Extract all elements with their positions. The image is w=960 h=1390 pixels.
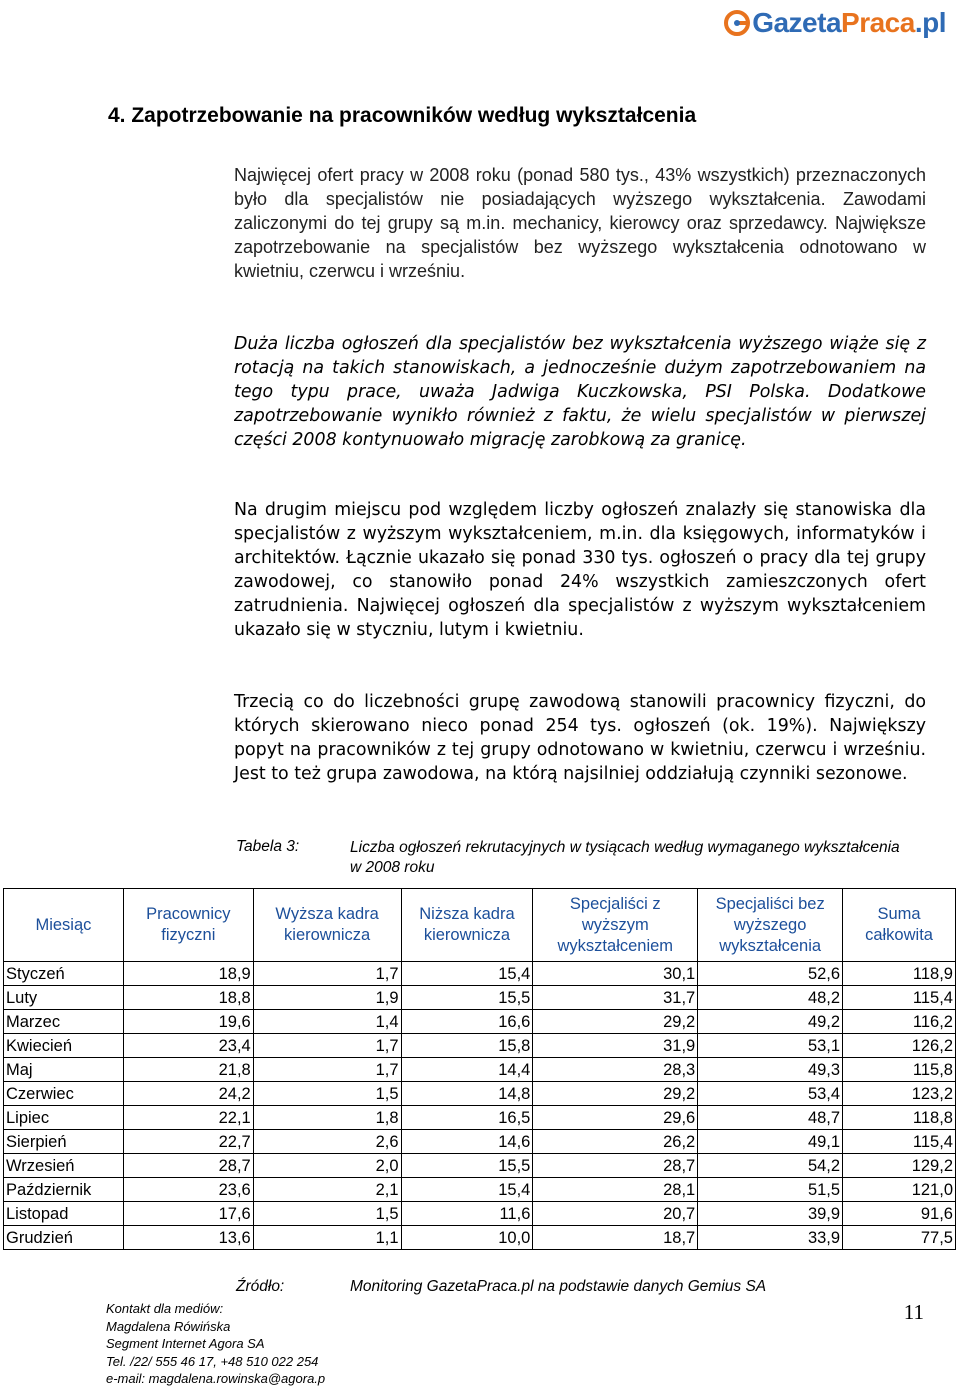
- month-cell: Marzec: [4, 1010, 124, 1034]
- paragraph-1: Najwięcej ofert pracy w 2008 roku (ponad 580 tys., 43% wszystkich) przeznaczonych było dla specjalistów nie posiadających wyższego wykształcenia. Zawodami zaliczonymi do tej grupy są m.in. mechanicy, kierowcy oraz sprzedawcy. Największe zapotrzebowanie na specjalistów bez wyższego wykształcenia odnotowano w kwietniu, czerwcu i wrześniu.: [234, 165, 926, 281]
- value-cell: 15,8: [401, 1034, 533, 1058]
- value-cell: 18,8: [123, 986, 253, 1010]
- value-cell: 16,5: [401, 1106, 533, 1130]
- column-header: Niższa kadra kierownicza: [401, 889, 533, 962]
- value-cell: 51,5: [698, 1178, 843, 1202]
- value-cell: 20,7: [533, 1202, 698, 1226]
- column-header: Specjaliści z wyższym wykształceniem: [533, 889, 698, 962]
- value-cell: 123,2: [843, 1082, 956, 1106]
- value-cell: 53,4: [698, 1082, 843, 1106]
- table-row: [4, 1130, 956, 1154]
- value-cell: 126,2: [843, 1034, 956, 1058]
- table-row: [4, 962, 956, 986]
- value-cell: 1,9: [253, 986, 401, 1010]
- value-cell: 116,2: [843, 1010, 956, 1034]
- contact-line: Segment Internet Agora SA: [106, 1336, 265, 1351]
- value-cell: 1,8: [253, 1106, 401, 1130]
- media-contact: [106, 1300, 325, 1388]
- value-cell: 18,9: [123, 962, 253, 986]
- value-cell: 54,2: [698, 1154, 843, 1178]
- table-body: [4, 962, 956, 1250]
- value-cell: 52,6: [698, 962, 843, 986]
- contact-line: e-mail: magdalena.rowinska@agora.p: [106, 1371, 326, 1386]
- contact-line: Magdalena Rówińska: [106, 1318, 231, 1334]
- value-cell: 21,8: [123, 1058, 253, 1082]
- table-row: [4, 1226, 956, 1250]
- table-row: [4, 1058, 956, 1082]
- value-cell: 1,5: [253, 1082, 401, 1106]
- paragraph-quote: Duża liczba ogłoszeń dla specjalistów bez wykształcenia wyższego wiąże się z rotacją na takich stanowiskach, a jednocześnie dużym zapotrzebowaniem na tego typu prace, uważa Jadwiga Kuczkowska, PSI Polska. Dodatkowe zapotrzebowanie wynikło również z faktu, że wielu specjalistów w pierwszej części 2008 kontynuowało migrację zarobkową za granicę.: [234, 334, 926, 450]
- value-cell: 39,9: [698, 1202, 843, 1226]
- column-header: Suma całkowita: [843, 889, 956, 962]
- value-cell: 48,2: [698, 986, 843, 1010]
- value-cell: 115,4: [843, 1130, 956, 1154]
- table-caption-text: Liczba ogłoszeń rekrutacyjnych w tysiącach według wymaganego wykształcenia w 2008 roku: [350, 839, 900, 876]
- value-cell: 11,6: [401, 1202, 533, 1226]
- column-header: Wyższa kadra kierownicza: [253, 889, 401, 962]
- value-cell: 28,3: [533, 1058, 698, 1082]
- value-cell: 14,8: [401, 1082, 533, 1106]
- value-cell: 14,4: [401, 1058, 533, 1082]
- value-cell: 15,5: [401, 986, 533, 1010]
- section-heading: 4. Zapotrzebowanie na pracowników według wykształcenia: [108, 104, 697, 127]
- value-cell: 22,7: [123, 1130, 253, 1154]
- value-cell: 129,2: [843, 1154, 956, 1178]
- value-cell: 115,8: [843, 1058, 956, 1082]
- value-cell: 22,1: [123, 1106, 253, 1130]
- table-row: [4, 1010, 956, 1034]
- page-number: 11: [903, 1300, 924, 1324]
- value-cell: 49,2: [698, 1010, 843, 1034]
- value-cell: 15,4: [401, 1178, 533, 1202]
- paragraph-3: Na drugim miejscu pod względem liczby ogłoszeń znalazły się stanowiska dla specjalistów z wyższym wykształceniem, m.in. dla księgowych, informatyków i architektów. Łącznie ukazało się ponad 330 tys. ogłoszeń o pracy dla tej grupy zawodowej, co stanowiło ponad 24% wszystkich zamieszczonych ofert zatrudnienia. Najwięcej ogłoszeń dla specjalistów z wyższym wykształceniem ukazało się w styczniu, lutym i kwietniu.: [234, 500, 926, 640]
- value-cell: 29,6: [533, 1106, 698, 1130]
- value-cell: 17,6: [123, 1202, 253, 1226]
- month-cell: Maj: [4, 1058, 124, 1082]
- source-label: Źródło:: [236, 1278, 285, 1295]
- month-cell: Lipiec: [4, 1106, 124, 1130]
- value-cell: 29,2: [533, 1082, 698, 1106]
- table-row: [4, 1178, 956, 1202]
- value-cell: 14,6: [401, 1130, 533, 1154]
- value-cell: 31,9: [533, 1034, 698, 1058]
- value-cell: 28,7: [123, 1154, 253, 1178]
- value-cell: 33,9: [698, 1226, 843, 1250]
- table-row: [4, 1082, 956, 1106]
- value-cell: 28,7: [533, 1154, 698, 1178]
- month-cell: Wrzesień: [4, 1154, 124, 1178]
- logo-text: GazetaPraca.pl: [752, 7, 946, 38]
- source-text: Monitoring GazetaPraca.pl na podstawie danych Gemius SA: [350, 1278, 767, 1295]
- value-cell: 49,1: [698, 1130, 843, 1154]
- value-cell: 2,6: [253, 1130, 401, 1154]
- education-demand-table: [3, 888, 956, 1250]
- value-cell: 23,6: [123, 1178, 253, 1202]
- value-cell: 48,7: [698, 1106, 843, 1130]
- column-header: Miesiąc: [4, 889, 124, 962]
- value-cell: 1,7: [253, 1058, 401, 1082]
- value-cell: 29,2: [533, 1010, 698, 1034]
- value-cell: 118,9: [843, 962, 956, 986]
- value-cell: 1,7: [253, 1034, 401, 1058]
- value-cell: 24,2: [123, 1082, 253, 1106]
- gazetapraca-logo: [724, 6, 946, 40]
- value-cell: 1,7: [253, 962, 401, 986]
- paragraph-4: Trzecią co do liczebności grupę zawodową stanowili pracownicy fizyczni, do których skierowano nieco ponad 254 tys. ogłoszeń (ok. 19%). Największy popyt na pracowników z tej grupy odnotowano w kwietniu, czerwcu i wrześniu. Jest to też grupa zawodowa, na którą najsilniej oddziałują czynniki sezonowe.: [234, 692, 926, 784]
- value-cell: 1,4: [253, 1010, 401, 1034]
- table-row: [4, 1202, 956, 1226]
- value-cell: 16,6: [401, 1010, 533, 1034]
- value-cell: 115,4: [843, 986, 956, 1010]
- value-cell: 15,4: [401, 962, 533, 986]
- month-cell: Kwiecień: [4, 1034, 124, 1058]
- table-row: [4, 1154, 956, 1178]
- value-cell: 118,8: [843, 1106, 956, 1130]
- value-cell: 121,0: [843, 1178, 956, 1202]
- column-header: Pracownicy fizyczni: [123, 889, 253, 962]
- value-cell: 2,0: [253, 1154, 401, 1178]
- value-cell: 1,5: [253, 1202, 401, 1226]
- month-cell: Sierpień: [4, 1130, 124, 1154]
- value-cell: 1,1: [253, 1226, 401, 1250]
- table-header-row: [4, 889, 956, 962]
- value-cell: 30,1: [533, 962, 698, 986]
- value-cell: 28,1: [533, 1178, 698, 1202]
- table-row: [4, 986, 956, 1010]
- value-cell: 19,6: [123, 1010, 253, 1034]
- table-caption-label: Tabela 3:: [236, 838, 300, 855]
- month-cell: Styczeń: [4, 962, 124, 986]
- contact-line: Tel. /22/ 555 46 17, +48 510 022 254: [106, 1353, 319, 1369]
- value-cell: 77,5: [843, 1226, 956, 1250]
- value-cell: 49,3: [698, 1058, 843, 1082]
- logo-swirl-icon: [724, 10, 750, 36]
- value-cell: 13,6: [123, 1226, 253, 1250]
- value-cell: 2,1: [253, 1178, 401, 1202]
- month-cell: Grudzień: [4, 1226, 124, 1250]
- value-cell: 31,7: [533, 986, 698, 1010]
- month-cell: Listopad: [4, 1202, 124, 1226]
- value-cell: 10,0: [401, 1226, 533, 1250]
- value-cell: 23,4: [123, 1034, 253, 1058]
- table-row: [4, 1106, 956, 1130]
- month-cell: Czerwiec: [4, 1082, 124, 1106]
- value-cell: 26,2: [533, 1130, 698, 1154]
- month-cell: Październik: [4, 1178, 124, 1202]
- value-cell: 15,5: [401, 1154, 533, 1178]
- month-cell: Luty: [4, 986, 124, 1010]
- value-cell: 91,6: [843, 1202, 956, 1226]
- table-row: [4, 1034, 956, 1058]
- contact-line: Kontakt dla mediów:: [106, 1301, 224, 1316]
- value-cell: 18,7: [533, 1226, 698, 1250]
- column-header: Specjaliści bez wyższego wykształcenia: [698, 889, 843, 962]
- value-cell: 53,1: [698, 1034, 843, 1058]
